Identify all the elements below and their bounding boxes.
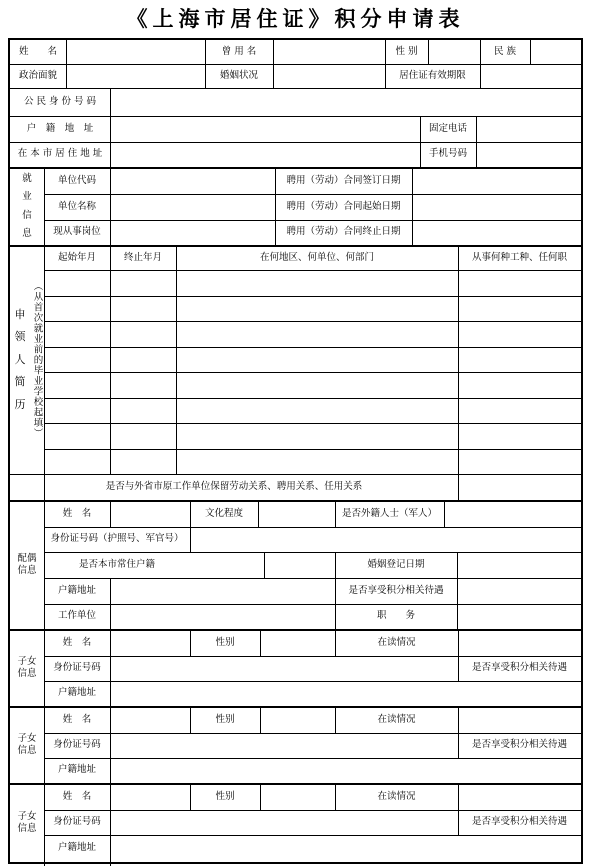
- label-child-name: 姓 名: [62, 790, 92, 802]
- resume-note: [28, 246, 44, 474]
- label-child-gender: 性别: [215, 790, 235, 802]
- section-employment: [10, 168, 44, 245]
- section-resume: [10, 246, 30, 474]
- label-permit-validity: 居住证有效期限: [399, 69, 466, 81]
- label-child-school: 在读情况: [377, 790, 416, 802]
- resume-note-text: （从首次就业前的毕业学校起填）: [31, 281, 43, 439]
- section-spouse: [10, 501, 44, 629]
- label-spouse-position: 职 务: [376, 610, 415, 622]
- section-child-label: 子女信息: [17, 811, 37, 834]
- section-resume-label: 申领人简历: [14, 307, 26, 411]
- label-child-enjoy-points: 是否享受积分相关待遇: [471, 816, 567, 828]
- section-child-label: 子女信息: [17, 733, 37, 756]
- col-job: 从事何种工种、任何职: [471, 251, 567, 263]
- label-spouse-enjoy-points: 是否享受积分相关待遇: [348, 584, 444, 596]
- col-start-date: 起始年月: [57, 251, 96, 263]
- label-child-id: 身份证号码: [53, 662, 101, 674]
- application-form: [8, 38, 583, 864]
- col-where: 在何地区、何单位、何部门: [259, 251, 374, 263]
- label-former-name: 曾 用 名: [221, 45, 257, 57]
- label-marital-status: 婚姻状况: [219, 69, 258, 81]
- label-local-address: 在 本 市 居 住 地 址: [17, 148, 103, 160]
- label-child-gender: 性别: [215, 713, 235, 725]
- label-spouse-marriage-date: 婚姻登记日期: [367, 558, 425, 570]
- label-gender: 性 别: [395, 45, 418, 57]
- col-end-date: 终止年月: [123, 251, 162, 263]
- label-spouse-id: 身份证号码（护照号、军官号）: [50, 533, 184, 545]
- label-child-name: 姓 名: [62, 713, 92, 725]
- label-current-post: 现从事岗位: [53, 226, 101, 238]
- label-mobile: 手机号码: [428, 148, 467, 160]
- label-contract-end-date: 聘用（劳动）合同终止日期: [286, 226, 401, 238]
- label-unit-name: 单位名称: [57, 200, 96, 212]
- label-child-school: 在读情况: [377, 636, 416, 648]
- label-unit-code: 单位代码: [57, 174, 96, 186]
- label-spouse-education: 文化程度: [204, 507, 243, 519]
- label-spouse-foreign: 是否外籍人士（军人）: [341, 507, 437, 519]
- label-landline: 固定电话: [428, 122, 467, 134]
- section-spouse-label: 配偶信息: [17, 553, 37, 576]
- label-child-household-address: 户籍地址: [57, 764, 96, 776]
- label-child-name: 姓 名: [62, 636, 92, 648]
- section-child-label: 子女信息: [17, 656, 37, 679]
- label-spouse-household-address: 户籍地址: [57, 584, 96, 596]
- section-child-2: [10, 707, 44, 783]
- label-political-status: 政治面貌: [18, 69, 57, 81]
- section-employment-label: 就业信息: [22, 173, 32, 239]
- label-child-enjoy-points: 是否享受积分相关待遇: [471, 739, 567, 751]
- label-child-id: 身份证号码: [53, 739, 101, 751]
- section-child-3: [10, 784, 44, 862]
- label-spouse-name: 姓 名: [62, 507, 92, 519]
- label-child-gender: 性别: [215, 636, 235, 648]
- section-child-1: [10, 630, 44, 706]
- form-title: 《上海市居住证》积分申请表: [126, 6, 465, 31]
- label-contract-start-date: 聘用（劳动）合同起始日期: [286, 200, 401, 212]
- label-retained-relations: 是否与外省市原工作单位保留劳动关系、聘用关系、任用关系: [105, 480, 363, 492]
- label-child-enjoy-points: 是否享受积分相关待遇: [471, 662, 567, 674]
- label-child-school: 在读情况: [377, 713, 416, 725]
- label-name: 姓 名: [18, 45, 57, 57]
- label-child-household-address: 户籍地址: [57, 842, 96, 854]
- label-spouse-work-unit: 工作单位: [57, 610, 96, 622]
- label-child-id: 身份证号码: [53, 816, 101, 828]
- label-contract-sign-date: 聘用（劳动）合同签订日期: [286, 174, 401, 186]
- label-household-address: 户 籍 地 址: [26, 122, 94, 134]
- label-ethnicity: 民 族: [493, 45, 517, 57]
- label-spouse-local-hukou: 是否本市常住户籍: [78, 558, 155, 570]
- label-id-number: 公 民 身 份 号 码: [23, 95, 97, 107]
- label-child-household-address: 户籍地址: [57, 687, 96, 699]
